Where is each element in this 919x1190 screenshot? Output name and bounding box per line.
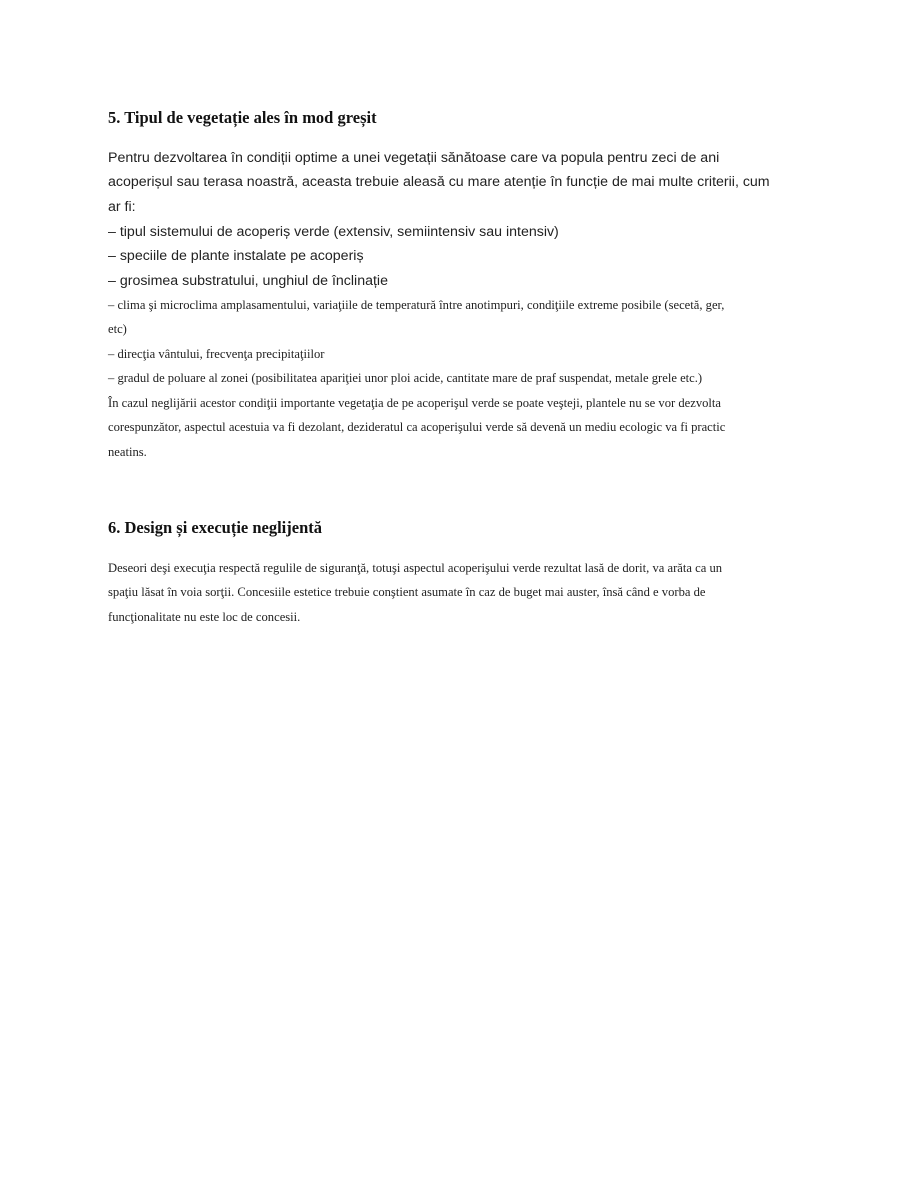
criteria-list-serif bbox=[108, 293, 813, 391]
section-5-heading: 5. Tipul de vegetație ales în mod greșit bbox=[108, 108, 377, 127]
criteria-item: – clima şi microclima amplasamentului, variaţiile de temperatură între anotimpuri, condiţiile extreme posibile (secetă, ger, bbox=[108, 298, 725, 312]
conclusion-line: neatins. bbox=[108, 444, 147, 459]
intro-line: Pentru dezvoltarea în condiții optime a unei vegetații sănătoase care va popula pentru zeci de ani bbox=[108, 150, 720, 166]
intro-line: ar fi: bbox=[108, 198, 136, 215]
criteria-item: – direcţia vântului, frecvenţa precipitaţiilor bbox=[108, 346, 325, 361]
criteria-item: – tipul sistemului de acoperiș verde (extensiv, semiintensiv sau intensiv) bbox=[108, 224, 559, 240]
body-line: spaţiu lăsat în voia sorţii. Concesiile estetice trebuie conştient asumate în caz de buget mai auster, însă când e vorba de bbox=[108, 585, 706, 600]
conclusion-line: corespunzător, aspectul acestuia va fi dezolant, dezideratul ca acoperişului verde să devenă un mediu ecologic va fi practic bbox=[108, 420, 726, 435]
criteria-item: – speciile de plante instalate pe acoperiș bbox=[108, 248, 364, 265]
criteria-list-sans bbox=[108, 220, 813, 293]
section-5-conclusion-paragraph bbox=[108, 391, 813, 464]
section-6-paragraph bbox=[108, 556, 813, 629]
section-6-heading: 6. Design și execuție neglijentă bbox=[108, 518, 323, 537]
intro-line: acoperișul sau terasa noastră, aceasta trebuie aleasă cu mare atenție în funcție de mai multe criterii, cum bbox=[108, 174, 770, 191]
body-line: funcţionalitate nu este loc de concesii. bbox=[108, 609, 301, 624]
criteria-item-continuation: etc) bbox=[108, 322, 127, 337]
conclusion-line: În cazul neglijării acestor condiţii importante vegetaţia de pe acoperişul verde se poate veşteji, plantele nu se vor dezvolta bbox=[108, 396, 721, 410]
section-5-intro-paragraph bbox=[108, 146, 813, 219]
body-line: Deseori deşi execuţia respectă regulile de siguranţă, totuşi aspectul acoperişului verde rezultat lasă de dorit, va arăta ca un bbox=[108, 561, 723, 575]
criteria-item: – grosimea substratului, unghiul de înclinație bbox=[108, 272, 388, 289]
criteria-item: – gradul de poluare al zonei (posibilitatea apariţiei unor ploi acide, cantitate mare de praf suspendat, metale grele etc.) bbox=[108, 371, 703, 386]
